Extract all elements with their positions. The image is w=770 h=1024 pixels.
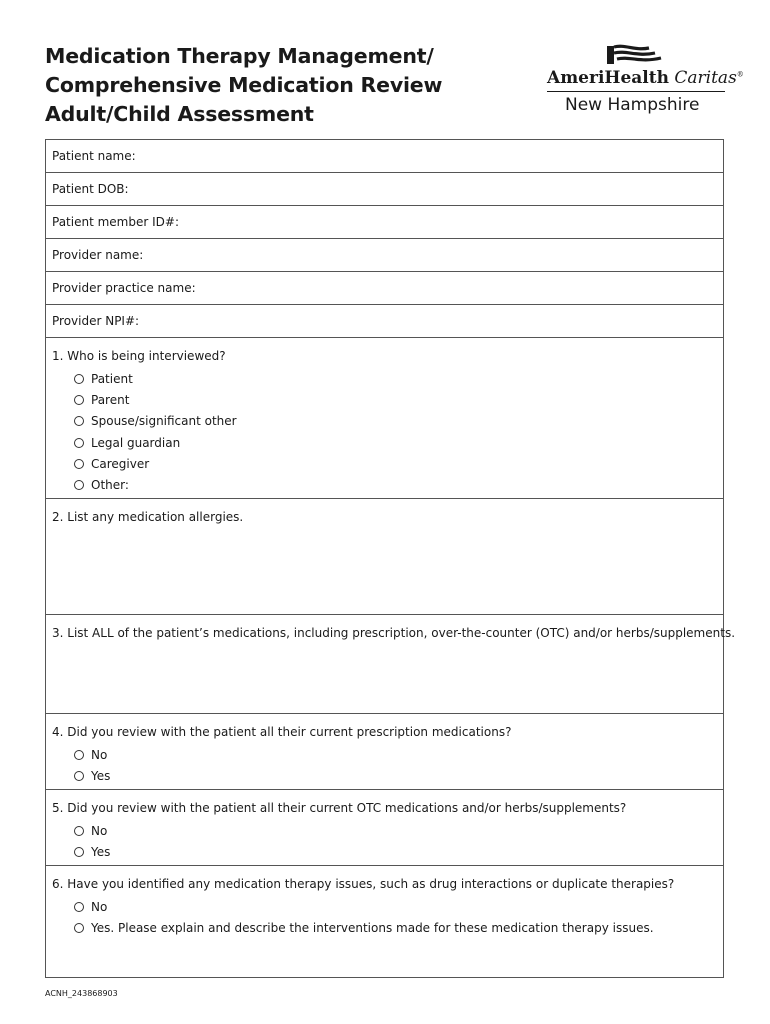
option-label: Yes: [91, 768, 111, 783]
title-line-2: Comprehensive Medication Review: [45, 73, 443, 97]
field-label: Provider name:: [52, 248, 144, 262]
radio-icon[interactable]: [74, 374, 84, 384]
radio-icon[interactable]: [74, 847, 84, 857]
option-label: Spouse/significant other: [91, 414, 237, 429]
question-label: 5. Did you review with the patient all their current OTC medications and/or herbs/supplements?: [52, 801, 627, 815]
field-label: Patient name:: [52, 149, 136, 163]
option-yes[interactable]: [52, 765, 717, 786]
question-6: [46, 866, 723, 977]
radio-icon[interactable]: [74, 750, 84, 760]
document-code: ACNH_243868903: [45, 989, 118, 998]
title-line-1: Medication Therapy Management/: [45, 44, 434, 68]
title-line-3: Adult/Child Assessment: [45, 102, 314, 126]
field-label: Provider practice name:: [52, 281, 196, 295]
option-label: No: [91, 899, 108, 914]
option-label: No: [91, 823, 108, 838]
logo-brand-italic: Caritas: [674, 68, 737, 88]
option-other[interactable]: [52, 474, 717, 495]
question-4: [46, 714, 723, 790]
question-1: [46, 338, 723, 499]
option-label: Parent: [91, 392, 130, 407]
option-label: Patient: [91, 371, 133, 386]
option-no[interactable]: [52, 744, 717, 765]
option-patient[interactable]: [52, 368, 717, 389]
radio-icon[interactable]: [74, 416, 84, 426]
radio-icon[interactable]: [74, 826, 84, 836]
logo-trademark: ®: [736, 70, 744, 79]
field-patient-name[interactable]: [46, 140, 723, 173]
option-label: Caregiver: [91, 456, 150, 471]
question-2[interactable]: [46, 499, 723, 615]
radio-icon[interactable]: [74, 480, 84, 490]
field-patient-dob[interactable]: [46, 173, 723, 206]
radio-icon[interactable]: [74, 395, 84, 405]
logo-brand-bold: AmeriHealth: [547, 68, 669, 88]
option-label: Legal guardian: [91, 435, 181, 450]
radio-icon[interactable]: [74, 459, 84, 469]
field-label: Patient DOB:: [52, 182, 129, 196]
radio-icon[interactable]: [74, 771, 84, 781]
question-label: 4. Did you review with the patient all their current prescription medications?: [52, 725, 512, 739]
field-label: Patient member ID#:: [52, 215, 179, 229]
option-label: No: [91, 747, 108, 762]
option-label: Yes: [91, 844, 111, 859]
option-yes-explain[interactable]: [52, 917, 717, 938]
field-label: Provider NPI#:: [52, 314, 140, 328]
option-legal-guardian[interactable]: [52, 432, 717, 453]
radio-icon[interactable]: [74, 902, 84, 912]
option-label: Other:: [91, 478, 129, 493]
assessment-form: [45, 139, 736, 978]
field-patient-member-id[interactable]: [46, 206, 723, 239]
logo-state: New Hampshire: [565, 95, 700, 115]
page-title: [45, 42, 442, 129]
amerihealth-caritas-logo: [545, 44, 744, 120]
field-provider-name[interactable]: [46, 239, 723, 272]
radio-icon[interactable]: [74, 438, 84, 448]
option-spouse[interactable]: [52, 411, 717, 432]
option-yes[interactable]: [52, 841, 717, 862]
logo-divider: [547, 91, 725, 92]
option-no[interactable]: [52, 820, 717, 841]
question-label: 3. List ALL of the patient’s medications, including prescription, over-the-counter (OTC) and/or herbs/supplements.: [52, 626, 736, 640]
question-3[interactable]: [46, 615, 736, 714]
question-label: 2. List any medication allergies.: [52, 510, 244, 524]
radio-icon[interactable]: [74, 923, 84, 933]
question-label: 6. Have you identified any medication therapy issues, such as drug interactions or duplicate therapies?: [52, 877, 675, 891]
flag-icon: [605, 44, 665, 66]
option-no[interactable]: [52, 896, 717, 917]
option-label: Yes. Please explain and describe the interventions made for these medication therapy issues.: [91, 920, 654, 935]
field-provider-practice-name[interactable]: [46, 272, 723, 305]
logo-brand: [547, 68, 744, 88]
option-caregiver[interactable]: [52, 453, 717, 474]
option-parent[interactable]: [52, 389, 717, 410]
field-provider-npi[interactable]: [46, 305, 723, 338]
question-label: 1. Who is being interviewed?: [52, 349, 226, 363]
question-5: [46, 790, 723, 866]
